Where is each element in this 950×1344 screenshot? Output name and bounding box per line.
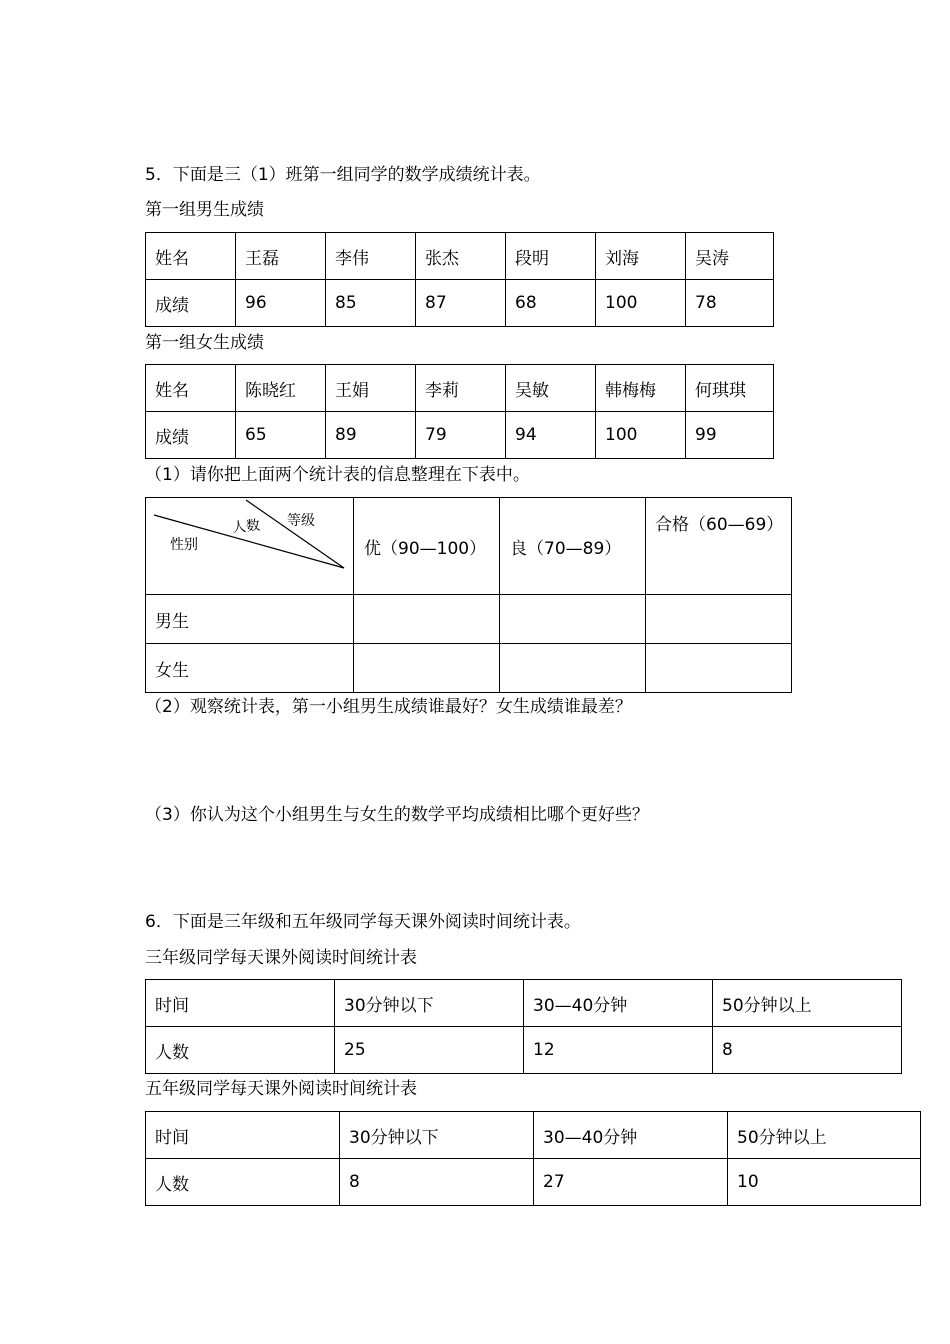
answer-cell xyxy=(500,644,646,693)
q6-title: 6．下面是三年级和五年级同学每天课外阅读时间统计表。 xyxy=(145,912,581,932)
student-score: 87 xyxy=(416,280,506,327)
student-score: 78 xyxy=(686,280,774,327)
student-name: 王娟 xyxy=(326,365,416,412)
grade3-reading-table xyxy=(145,979,902,1074)
name-header: 姓名 xyxy=(146,365,236,412)
boys-row-label: 男生 xyxy=(146,595,354,644)
q5-part2-prompt: （2）观察统计表，第一小组男生成绩谁最好？女生成绩谁最差？ xyxy=(145,697,632,717)
student-name: 王磊 xyxy=(236,233,326,280)
student-name: 吴涛 xyxy=(686,233,774,280)
student-count: 25 xyxy=(335,1027,524,1074)
diagonal-header xyxy=(146,498,354,595)
diagonal-label-count: 人数 xyxy=(231,516,261,536)
count-header: 人数 xyxy=(146,1027,335,1074)
student-name: 韩梅梅 xyxy=(596,365,686,412)
time-header: 时间 xyxy=(146,980,335,1027)
student-score: 89 xyxy=(326,412,416,459)
answer-cell xyxy=(646,644,792,693)
table-row xyxy=(146,980,902,1027)
table-row xyxy=(146,644,792,693)
grade-good-header: 良（70—89） xyxy=(500,498,646,595)
table-row xyxy=(146,280,774,327)
table-row xyxy=(146,595,792,644)
student-score: 96 xyxy=(236,280,326,327)
student-score: 100 xyxy=(596,412,686,459)
score-header: 成绩 xyxy=(146,412,236,459)
student-name: 何琪琪 xyxy=(686,365,774,412)
name-header: 姓名 xyxy=(146,233,236,280)
student-score: 99 xyxy=(686,412,774,459)
student-name: 张杰 xyxy=(416,233,506,280)
grade5-table-caption: 五年级同学每天课外阅读时间统计表 xyxy=(145,1079,417,1099)
table-row xyxy=(146,233,774,280)
time-range: 30—40分钟 xyxy=(524,980,713,1027)
answer-cell xyxy=(354,595,500,644)
count-header: 人数 xyxy=(146,1159,340,1206)
student-name: 吴敏 xyxy=(506,365,596,412)
time-header: 时间 xyxy=(146,1112,340,1159)
time-range: 50分钟以上 xyxy=(713,980,902,1027)
answer-cell xyxy=(354,644,500,693)
summary-table xyxy=(145,497,792,693)
diagonal-label-grade: 等级 xyxy=(287,512,315,528)
student-count: 10 xyxy=(728,1159,921,1206)
girls-row-label: 女生 xyxy=(146,644,354,693)
grade-pass-header: 合格（60—69） xyxy=(646,498,792,595)
time-range: 50分钟以上 xyxy=(728,1112,921,1159)
student-score: 100 xyxy=(596,280,686,327)
student-score: 65 xyxy=(236,412,326,459)
table-row xyxy=(146,1027,902,1074)
score-header: 成绩 xyxy=(146,280,236,327)
boys-table-caption: 第一组男生成绩 xyxy=(145,200,264,220)
table-row xyxy=(146,498,792,595)
time-range: 30分钟以下 xyxy=(335,980,524,1027)
student-name: 陈晓红 xyxy=(236,365,326,412)
grade-excellent-header: 优（90—100） xyxy=(354,498,500,595)
diagonal-label-gender: 性别 xyxy=(170,536,198,552)
answer-cell xyxy=(500,595,646,644)
boys-score-table xyxy=(145,232,774,327)
table-row xyxy=(146,1112,921,1159)
student-count: 12 xyxy=(524,1027,713,1074)
student-count: 8 xyxy=(713,1027,902,1074)
girls-score-table xyxy=(145,364,774,459)
girls-table-caption: 第一组女生成绩 xyxy=(145,333,264,353)
time-range: 30—40分钟 xyxy=(534,1112,728,1159)
grade3-table-caption: 三年级同学每天课外阅读时间统计表 xyxy=(145,948,417,968)
student-score: 79 xyxy=(416,412,506,459)
q5-part3-prompt: （3）你认为这个小组男生与女生的数学平均成绩相比哪个更好些？ xyxy=(145,805,649,825)
table-row xyxy=(146,412,774,459)
student-count: 27 xyxy=(534,1159,728,1206)
student-score: 94 xyxy=(506,412,596,459)
student-name: 刘海 xyxy=(596,233,686,280)
student-score: 85 xyxy=(326,280,416,327)
diagonal-header-cell xyxy=(146,498,354,595)
student-name: 段明 xyxy=(506,233,596,280)
q5-part1-prompt: （1）请你把上面两个统计表的信息整理在下表中。 xyxy=(145,465,530,485)
student-name: 李莉 xyxy=(416,365,506,412)
student-score: 68 xyxy=(506,280,596,327)
table-row xyxy=(146,1159,921,1206)
table-row xyxy=(146,365,774,412)
grade5-reading-table xyxy=(145,1111,921,1206)
time-range: 30分钟以下 xyxy=(340,1112,534,1159)
student-count: 8 xyxy=(340,1159,534,1206)
q5-title: 5．下面是三（1）班第一组同学的数学成绩统计表。 xyxy=(145,165,541,185)
student-name: 李伟 xyxy=(326,233,416,280)
answer-cell xyxy=(646,595,792,644)
